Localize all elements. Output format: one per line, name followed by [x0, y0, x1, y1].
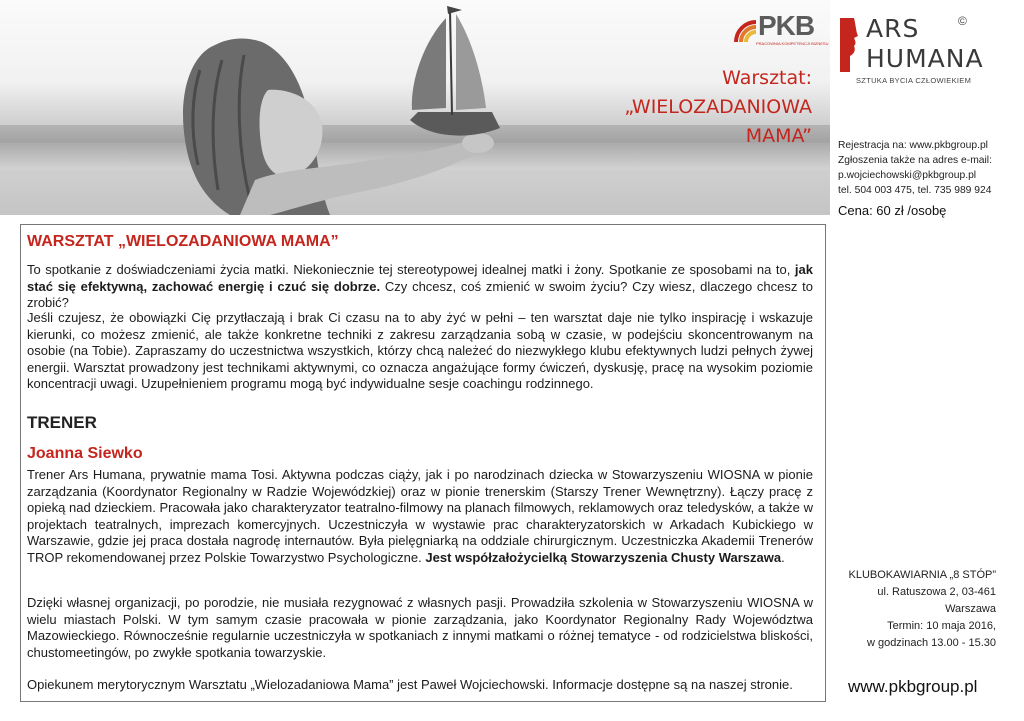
ars-humana-logo — [836, 12, 984, 88]
trainer-bio-text-a: Trener Ars Humana, prywatnie mama Tosi. Aktywna podczas ciąży, jak i po narodzinach dziecka w Stowarzyszeniu WIOSNA w pionie zarządzania (Koordynator Regionalny w Radzie Wojewódzkiej) oraz w pionie trenerskim (Starszy Trener Wewnętrzny). Łączy pracę z opieką nad dzieckiem. Pracowała jako charakteryzator teatralno-filmowy na planach filmowych, reklamowych oraz teledysków, a także w projektach teatralnych, imprezach komercyjnych. Uczestniczyła w wystawie prac charakteryzatorskich w Arkadach Kubickiego w Warszawie, gdzie jej praca dostała nagrodę internautów. Była pielęgniarką na oddziale chirurgicznym. Uczestniczka Akademii Trenerów TROP rekomendowanej przez Polskie Towarzystwo Psychologiczne. — [27, 467, 813, 565]
ars-logo-tagline: SZTUKA BYCIA CZŁOWIEKIEM — [856, 76, 972, 85]
hero-title-line2: „WIELOZADANIOWA — [624, 96, 812, 118]
trainer-bio-paragraph-2 — [27, 595, 813, 661]
contact-line1: Rejestracja na: www.pkbgroup.pl — [838, 140, 988, 151]
intro-text-c: Czy chcesz, coś zmienić w swoim życiu? Czy wiesz, dlaczego chcesz to zrobić? — [27, 278, 813, 310]
trainer-bio-bold: Jest współzałożycielką Stowarzyszenia Chusty Warszawa — [425, 549, 782, 565]
pkb-logo-text: PKB — [758, 10, 815, 41]
workshop-heading: WARSZTAT „WIELOZADANIOWA MAMA” — [27, 233, 339, 250]
venue-info — [800, 567, 996, 652]
hero-title-line3: MAMA” — [745, 125, 812, 147]
hero-title-line1: Warsztat: — [722, 67, 812, 89]
website-link[interactable]: www.pkbgroup.pl — [848, 677, 978, 696]
workshop-intro-paragraph — [27, 262, 813, 312]
trainer-name: Joanna Siewko — [27, 445, 143, 462]
event-hours: w godzinach 13.00 - 15.30 — [866, 637, 996, 649]
price-label: Cena: 60 zł /osobę — [838, 203, 947, 218]
ars-logo-line1: ARS — [866, 14, 920, 43]
intro-text-bold: jak stać się efektywną, zachować energię i czuć się dobrze. — [27, 262, 813, 294]
ars-humana-face-icon — [836, 16, 860, 74]
trainer-bio-paragraph — [27, 467, 813, 566]
trainer-heading: TRENER — [27, 413, 97, 432]
venue-city: Warszawa — [945, 603, 996, 615]
contact-line3: p.wojciechowski@pkbgroup.pl — [838, 170, 977, 181]
workshop-details-text: Jeśli czujesz, że obowiązki Cię przytłaczają i brak Ci czasu na to aby żyć w pełni – ten warsztat daje nie tylko inspirację i wskazuje kierunki, co możesz zmienić, ale także konkretne techniki z zakresu zarządzania sobą w czasie, w podejściu skoncentrowanym na osobie (na Tobie). Zapraszamy do uczestnictwa wszystkich, którzy chcą należeć do niezwykłego klubu efektywnych ludzi pełnych żywej energii. Warsztat prowadzony jest technikami aktywnymi, co oznacza angażujące formy ćwiczeń, dyskusję, pracę na wysokim poziomie koncentracji uwagi. Uzupełnieniem programu mogą być indywidualne sesje coachingu rodzinnego. — [27, 310, 813, 391]
venue-street: ul. Ratuszowa 2, 03-461 — [877, 586, 996, 598]
contact-line2: Zgłoszenia także na adres e-mail: — [838, 155, 992, 166]
contact-line4: tel. 504 003 475, tel. 735 989 924 — [838, 185, 992, 196]
registration-contact — [838, 138, 1024, 198]
intro-text-a: To spotkanie z doświadczeniami życia matki. Niekoniecznie tej stereotypowej idealnej matki i żony. Spotkanie ze sposobami na to, — [27, 262, 795, 277]
pkb-logo — [734, 10, 829, 48]
pkb-logo-subtitle: PRACOWNIA KOMPETENCJI BIZNESU — [756, 41, 829, 46]
pkb-rainbow-icon — [734, 14, 758, 44]
trainer-bio-text-c: . — [781, 549, 785, 565]
workshop-footer-note: Opiekunem merytorycznym Warsztatu „Wielozadaniowa Mama” jest Paweł Wojciechowski. Informacje dostępne są na naszej stronie. — [27, 677, 793, 692]
trainer-bio2-text: Dzięki własnej organizacji, po porodzie, nie musiała rezygnować z własnych pasji. Prowadziła szkolenia w Stowarzyszeniu WIOSNA w wielu miastach Polski. W tym samym czasie pracowała w pionie zarządzania, jako Koordynator Regionalny Rady Województwa Mazowieckiego. Równocześnie regularnie uczestniczyła w spotkaniach z innymi matkami o różnej tematyce - od rodzicielstwa bliskości, chustomeetingów, po zwykłe spotkania towarzyskie. — [27, 595, 813, 660]
hero-workshop-title — [560, 64, 812, 151]
copyright-mark: © — [958, 14, 967, 28]
workshop-details-paragraph — [27, 310, 813, 393]
venue-name: KLUBOKAWIARNIA „8 STÓP” — [848, 569, 996, 581]
event-date: Termin: 10 maja 2016, — [887, 620, 996, 632]
ars-logo-line2: HUMANA — [866, 44, 984, 73]
